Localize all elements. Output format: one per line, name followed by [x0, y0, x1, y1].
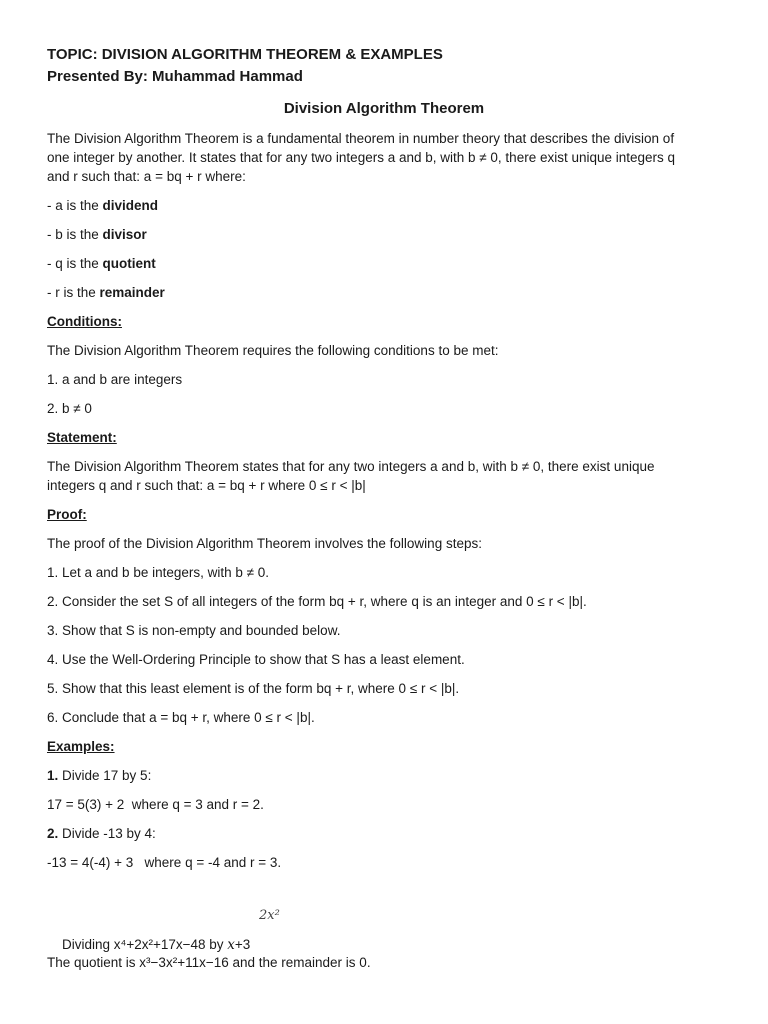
page-title: Division Algorithm Theorem: [283, 100, 485, 117]
proof-step: 1. Let a and b be integers, with b ≠ 0.: [47, 565, 270, 580]
dividing-text: Dividing x⁴+2x²+17x−48 by: [62, 937, 228, 952]
divisor-variable: x: [227, 937, 235, 953]
conditions-heading: Conditions:: [47, 314, 122, 329]
definition-item: [47, 255, 156, 273]
intro-line-3: and r such that: a = bq + r where:: [47, 169, 246, 184]
definition-prefix: - r is the: [47, 285, 100, 300]
example-solution: -13 = 4(-4) + 3 where q = -4 and r = 3.: [47, 855, 282, 870]
presenter-line: Presented By: Muhammad Hammad: [47, 68, 303, 85]
definition-prefix: - a is the: [47, 198, 103, 213]
definition-term: dividend: [102, 198, 159, 213]
example-solution: 17 = 5(3) + 2 where q = 3 and r = 2.: [47, 797, 264, 812]
example-task: [47, 825, 156, 843]
definition-item: [47, 284, 165, 302]
definition-term: remainder: [99, 285, 165, 300]
topic-heading: TOPIC: DIVISION ALGORITHM THEOREM & EXAMPLES: [47, 46, 443, 63]
example-number: 2.: [47, 826, 59, 841]
statement-heading: Statement:: [47, 430, 117, 445]
proof-step: 4. Use the Well-Ordering Principle to show that S has a least element.: [47, 652, 465, 667]
condition-item: 2. b ≠ 0: [47, 401, 92, 416]
example-number: 1.: [47, 768, 59, 783]
definition-prefix: - b is the: [47, 227, 103, 242]
definition-term: divisor: [102, 227, 147, 242]
intro-line-1: The Division Algorithm Theorem is a fundamental theorem in number theory that describes the division of: [47, 131, 675, 146]
definition-prefix: - q is the: [47, 256, 103, 271]
example-task-text: Divide 17 by 5:: [58, 768, 152, 783]
intro-line-2: one integer by another. It states that for any two integers a and b, with b ≠ 0, there exist unique integers q: [47, 150, 676, 165]
example-task: [47, 767, 151, 785]
math-fragment: 2x²: [259, 908, 280, 923]
proof-step: 6. Conclude that a = bq + r, where 0 ≤ r < |b|.: [47, 710, 315, 725]
statement-line-2: integers q and r such that: a = bq + r where 0 ≤ r < |b|: [47, 478, 366, 493]
polynomial-result: The quotient is x³−3x²+11x−16 and the remainder is 0.: [47, 955, 371, 970]
statement-line-1: The Division Algorithm Theorem states that for any two integers a and b, with b ≠ 0, there exist unique: [47, 459, 655, 474]
conditions-intro: The Division Algorithm Theorem requires the following conditions to be met:: [47, 343, 499, 358]
definition-term: quotient: [102, 256, 156, 271]
example-task-text: Divide -13 by 4:: [58, 826, 156, 841]
polynomial-division-line: [62, 936, 250, 954]
proof-step: 2. Consider the set S of all integers of the form bq + r, where q is an integer and 0 ≤ r < |b|.: [47, 594, 587, 609]
proof-intro: The proof of the Division Algorithm Theorem involves the following steps:: [47, 536, 482, 551]
definition-item: [47, 197, 158, 215]
proof-step: 3. Show that S is non-empty and bounded below.: [47, 623, 341, 638]
proof-step: 5. Show that this least element is of the form bq + r, where 0 ≤ r < |b|.: [47, 681, 460, 696]
proof-heading: Proof:: [47, 507, 87, 522]
definition-item: [47, 226, 147, 244]
divisor-rest: +3: [234, 937, 251, 952]
examples-heading: Examples:: [47, 739, 115, 754]
condition-item: 1. a and b are integers: [47, 372, 183, 387]
